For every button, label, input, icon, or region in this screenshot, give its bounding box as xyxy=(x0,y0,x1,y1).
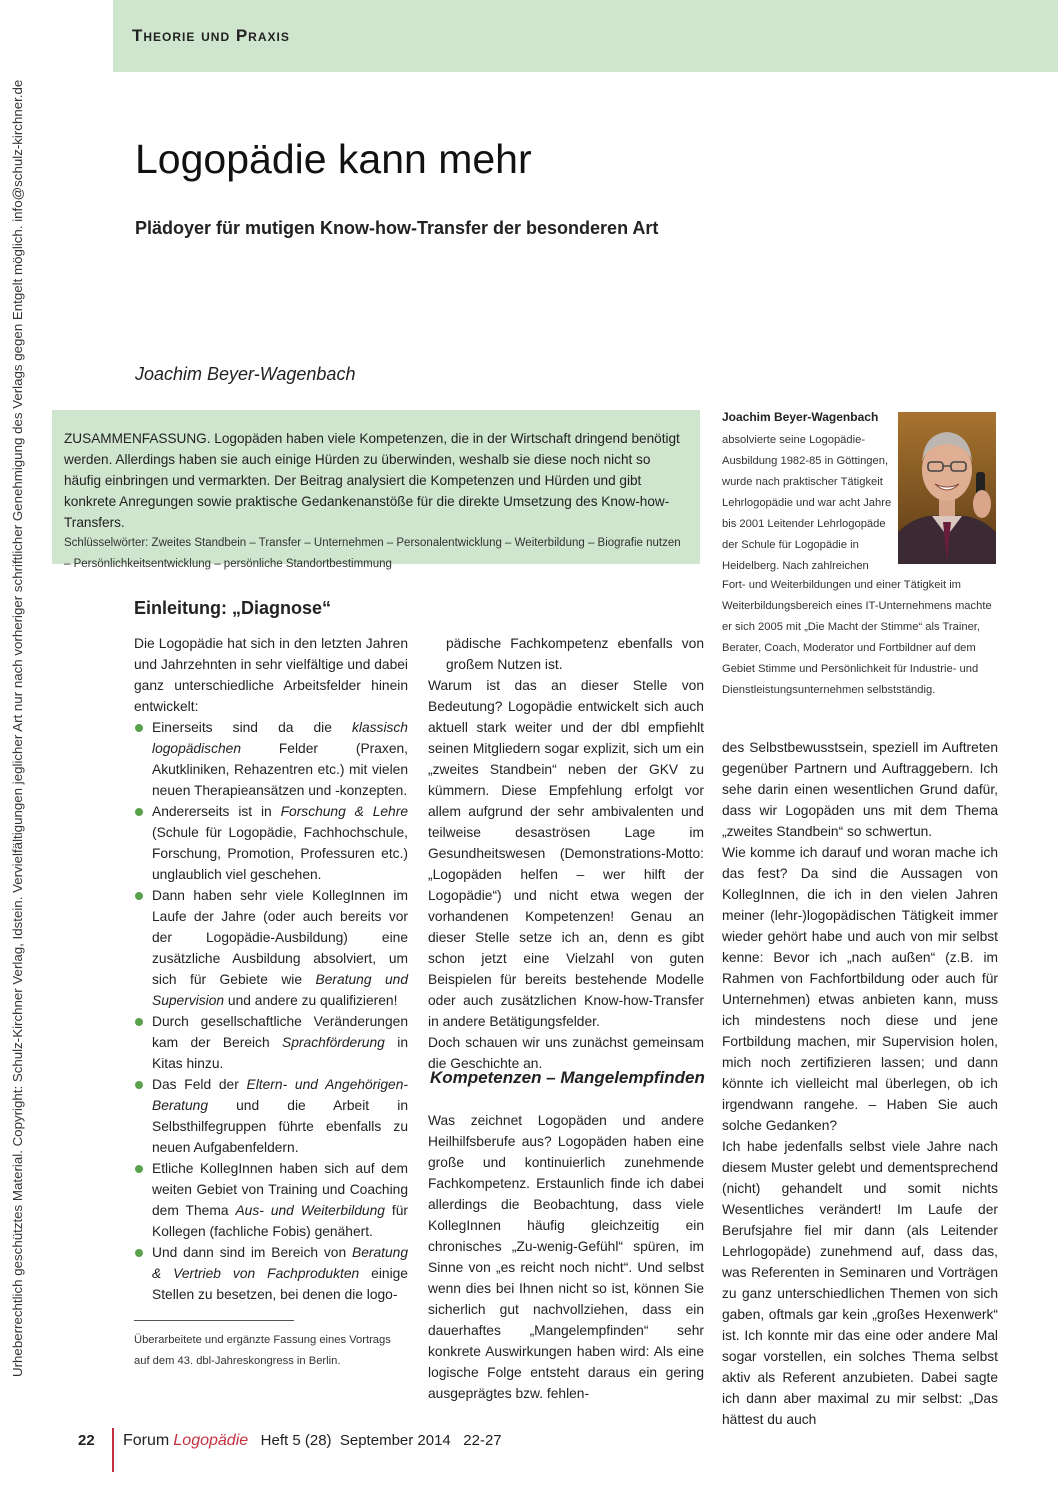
bullet-icon xyxy=(135,1165,143,1173)
journal-footer xyxy=(123,1432,502,1450)
bio-name: Joachim Beyer-Wagenbach xyxy=(722,410,879,424)
issue-info: Heft 5 (28) September 2014 22-27 xyxy=(260,1432,502,1449)
bullet-icon xyxy=(135,808,143,816)
paragraph: des Selbstbewusstsein, speziell im Auftreten gegenüber Partnern und Auftraggebern. Ich sehe darin einen wesentlichen Grund dafür, dass wir Logopäden uns mit dem Thema „zweites Standbein“ so schwertun. xyxy=(722,740,998,839)
column-2-lower xyxy=(428,1110,704,1404)
list-item: Und dann sind im Bereich von Beratung & Vertrieb von Fachprodukten einige Stellen zu besetzen, bei denen die logo- xyxy=(134,1242,408,1305)
section-label: Theorie und Praxis xyxy=(132,26,290,45)
work-fields-list xyxy=(134,717,408,1305)
heading-kompetenzen: Kompetenzen – Mangelempfinden xyxy=(430,1068,705,1087)
copyright-notice: Urheberrechtlich geschütztes Material. Copyright: Schulz-Kirchner Verlag, Idstein. Vervielfältigungen jeglicher Art nur nach vorheriger schriftlicher Genehmigung des Verlags gegen Entgelt möglich. info@schulz-kirchner.de xyxy=(10,80,25,1378)
list-item: Durch gesellschaftliche Veränderungen kam der Bereich Sprachförderung in Kitas hinzu. xyxy=(134,1011,408,1074)
column-3 xyxy=(722,737,998,1430)
list-item: Einerseits sind da die klassisch logopädischen Felder (Praxen, Akutkliniken, Rehazentren etc.) mit vielen neuen Therapieansätzen und -konzepten. xyxy=(134,717,408,801)
bullet-icon xyxy=(135,1018,143,1026)
journal-name-logopaedie: Logopädie xyxy=(173,1432,249,1449)
paragraph: Wie komme ich darauf und woran mache ich das fest? Da sind die Aussagen von KollegInnen, die ich in den vielen Jahren meiner (lehr-)logopädischen Tätigkeit immer wieder gehört habe und auch von mir selbst kenne: Bevor ich „nach außen“ (z.B. im Rahmen von Fachfortbildung oder auch für Unternehmen) etwas anbieten kann, muss ich mindestens noch diese und jene Fortbildung machen, mir Supervision holen, mich noch zertifizieren lassen; und dann könnte ich vielleicht mal überlegen, ob ich irgendwann rangehe. – Haben Sie auch solche Gedanken? xyxy=(722,845,998,1133)
paragraph: Ich habe jedenfalls selbst viele Jahre nach diesem Muster gelebt und dementsprechend (nicht) gehandelt und somit nichts Wesentliches verändert! Im Laufe der Berufsjahre fiel mir dann (als Leitender Lehrlogopäde) zunehmend auf, dass das, was Referenten in Seminaren und Vorträgen zu ganz unterschiedlichen Themen von sich gaben, oftmals gar kein „großes Hexenwerk“ ist. Ich konnte mir das eine oder andere Mal sogar vorstellen, ein solches Thema selbst aktiv als Referent anzubieten. Dabei sagte ich dann aber maximal zu mir selbst: „Das hättest du auch xyxy=(722,1139,998,1427)
abstract-box xyxy=(52,410,700,570)
abstract-text: ZUSAMMENFASSUNG. Logopäden haben viele Kompetenzen, die in der Wirtschaft dringend benötigt werden. Allerdings haben sie auch einige Hürden zu überwinden, weshalb sie diese noch nicht so häufig einbringen und vermarkten. Der Beitrag analysiert die Kompetenzen und Hürden und gibt konkrete Anregungen sowie praktische Gedankenanstöße für die direkte Umsetzung des Know-how-Transfers. xyxy=(64,431,680,530)
bullet-icon xyxy=(135,892,143,900)
footnote-divider xyxy=(134,1320,294,1321)
heading-introduction: Einleitung: „Diagnose“ xyxy=(134,598,332,618)
list-item: Das Feld der Eltern- und Angehörigen-Beratung und die Arbeit in Selbsthilfegruppen führte ebenfalls zu neuen Aufgabenfeldern. xyxy=(134,1074,408,1158)
page-number: 22 xyxy=(78,1432,95,1449)
paragraph: Warum ist das an dieser Stelle von Bedeutung? Logopädie entwickelt sich auch aktuell stark weiter und der dbl empfiehlt seinen Mitgliedern sogar explizit, sich um ein „zweites Standbein“ neben der GKV zu kümmern. Diese Empfehlung erfolgt vor allem aufgrund der sehr ambivalenten und teilweise desaströsen Lage im Gesundheitswesen (Demonstrations-Motto: „Logopäden helfen – wer hilft der Logopädie“) und nicht etwa wegen der vorhandenen Kompetenzen! Genau an dieser Stelle setze ich an, denn es gibt schon jetzt eine Vielzahl von guten Beispielen für bereits bestehende Modelle oder auch zusätzlichen Know-how-Transfer in andere Betätigungsfelder. xyxy=(428,678,704,1029)
author-portrait xyxy=(898,412,996,564)
article-title: Logopädie kann mehr xyxy=(135,136,532,182)
paragraph: Was zeichnet Logopäden und andere Heilhilfsberufe aus? Logopäden haben eine große und kontinuierlich zunehmende Fachkompetenz. Erstaunlich finde ich dabei allerdings die Beobachtung, dass viele KollegInnen häufig gleichzeitig ein chronisches „Zu-wenig-Gefühl“ spüren, im Sinne von „es reicht noch nicht“. Und selbst wenn dies bei Ihnen nicht so ist, können Sie sicherlich gut nachvollziehen, dass ein dauerhaftes „Mangelempfinden“ sehr konkrete Auswirkungen haben wird: Als eine logische Folge entsteht daraus ein gering ausgeprägtes bzw. fehlen- xyxy=(428,1113,704,1401)
bullet-icon xyxy=(135,1081,143,1089)
list-item: Andererseits ist in Forschung & Lehre (Schule für Logopädie, Fachhochschule, Forschung, Promotion, Professuren etc.) unglaublich viel geschehen. xyxy=(134,801,408,885)
column-1 xyxy=(134,633,408,1305)
paragraph: Doch schauen wir uns zunächst gemeinsam die Geschichte an. xyxy=(428,1035,704,1071)
bullet-icon xyxy=(135,1249,143,1257)
bio-text: absolvierte seine Logopädie-Ausbildung 1982-85 in Göttingen, wurde nach praktischer Tätigkeit Lehrlogopädie und war acht Jahre bis 2001 Leitender Lehrlogopäde der Schule für Logopädie in Heidelberg. Nach zahlreichen xyxy=(722,434,892,572)
bullet-icon xyxy=(135,724,143,732)
column-2 xyxy=(428,633,704,1074)
footer-divider xyxy=(112,1428,114,1472)
list-item: Etliche KollegInnen haben sich auf dem weiten Gebiet von Training und Coaching dem Thema Aus- und Weiterbildung für Kollegen (fachliche Fobis) genähert. xyxy=(134,1158,408,1242)
abstract-keywords: Schlüsselwörter: Zweites Standbein – Transfer – Unternehmen – Personalentwicklung – Weiterbildung – Biografie nutzen – Persönlichkeitsentwicklung – persönliche Standortbestimmung xyxy=(64,537,681,570)
list-continuation: pädische Fachkompetenz ebenfalls von großem Nutzen ist. xyxy=(446,636,704,672)
bio-text-continued: Fort- und Weiterbildungen und einer Tätigkeit im Weiterbildungsbereich eines IT-Unternehmens machte er sich 2005 mit „Die Macht der Stimme“ als Trainer, Berater, Coach, Moderator und Fortbildner auf dem Gebiet Stimme und Persönlichkeit für Industrie- und Dienstleistungsunternehmen selbstständig. xyxy=(722,579,992,696)
footnote: Überarbeitete und ergänzte Fassung eines Vortrags auf dem 43. dbl-Jahreskongress in Berlin. xyxy=(134,1334,391,1367)
article-subtitle: Plädoyer für mutigen Know-how-Transfer der besonderen Art xyxy=(135,218,659,238)
article-author: Joachim Beyer-Wagenbach xyxy=(135,364,356,384)
list-item: Dann haben sehr viele KollegInnen im Laufe der Jahre (oder auch bereits vor der Logopädie-Ausbildung) eine zusätzliche Ausbildung absolviert, um sich für Gebiete wie Beratung und Supervision und andere zu qualifizieren! xyxy=(134,885,408,1011)
journal-name-forum: Forum xyxy=(123,1432,170,1449)
intro-paragraph: Die Logopädie hat sich in den letzten Jahren und Jahrzehnten in sehr vielfältige und dabei ganz unterschiedliche Arbeitsfelder hinein entwickelt: xyxy=(134,636,408,714)
